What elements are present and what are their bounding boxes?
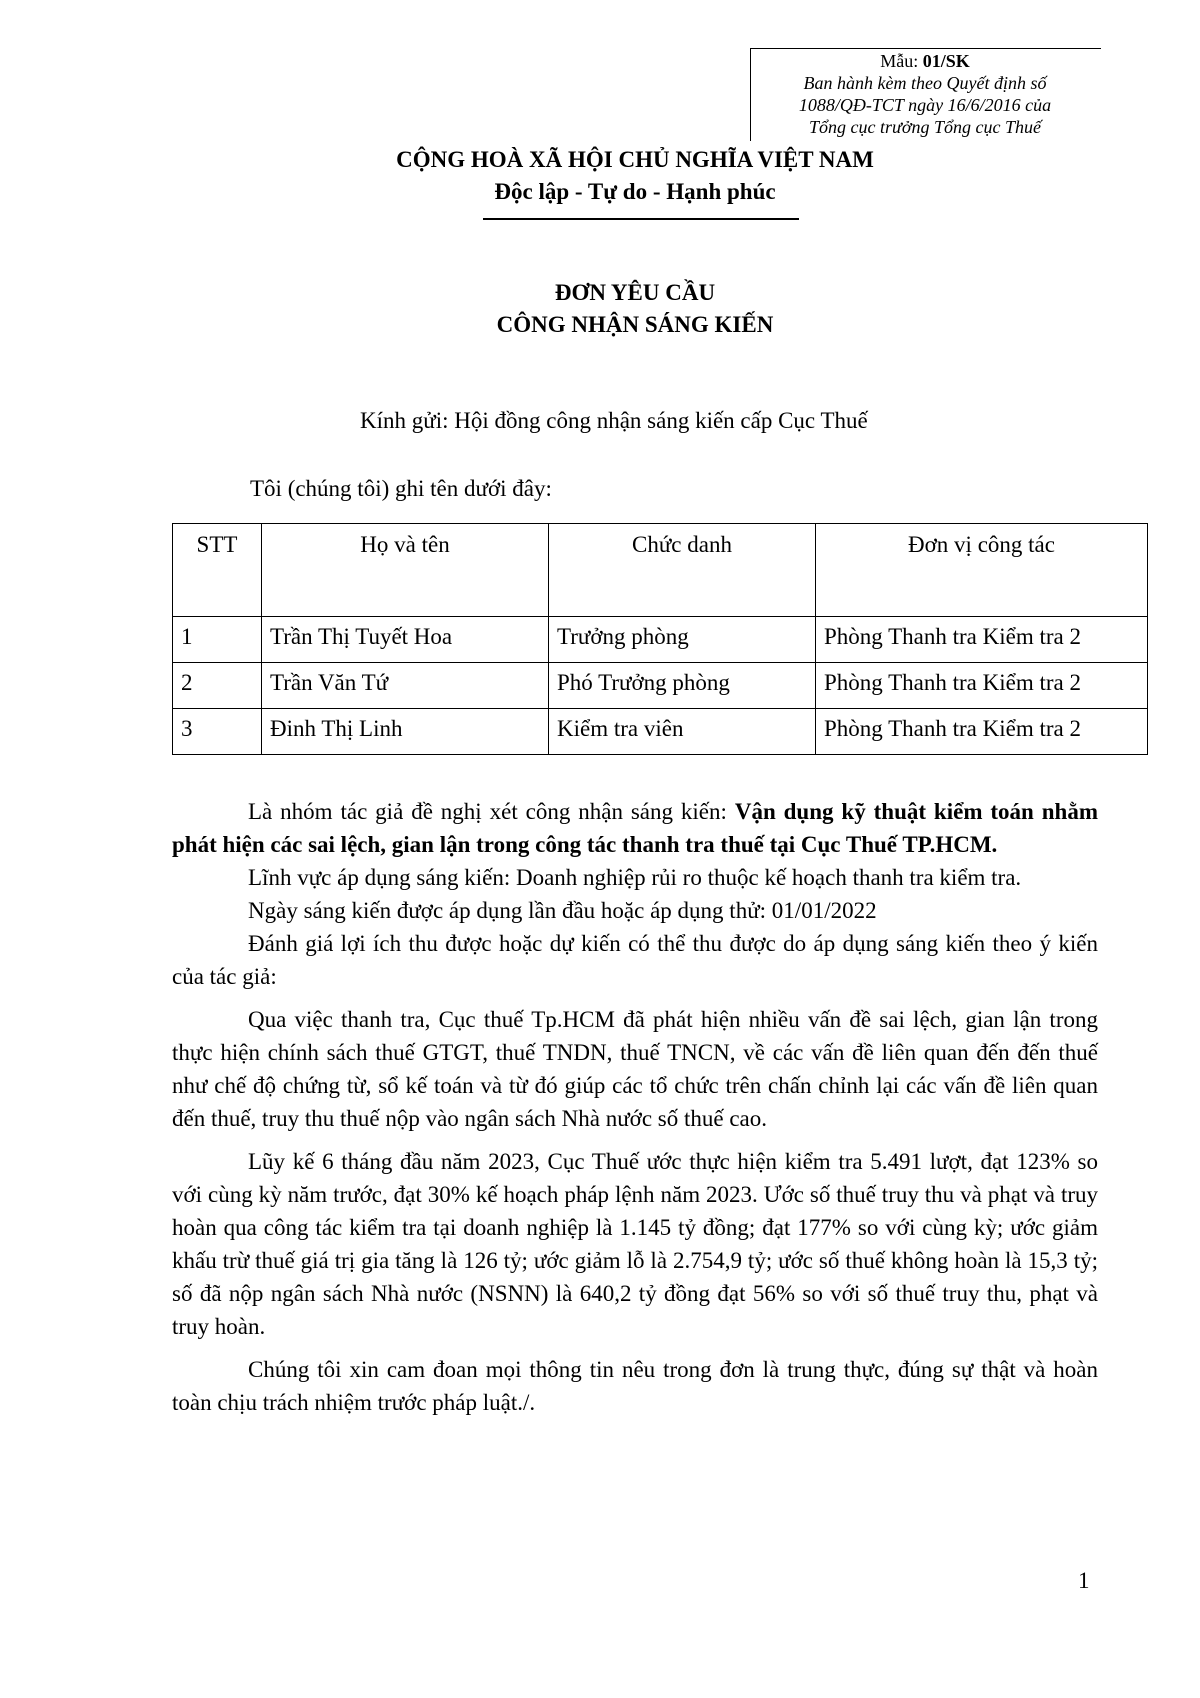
cell-position: Kiểm tra viên xyxy=(549,709,816,755)
header-position: Chức danh xyxy=(549,524,816,617)
header-stt: STT xyxy=(173,524,262,617)
table-row xyxy=(173,709,1148,755)
authors-table xyxy=(172,523,1148,755)
benefit-paragraph: Đánh giá lợi ích thu được hoặc dự kiến có thể thu được do áp dụng sáng kiến theo ý kiến của tác giả: xyxy=(172,931,1098,989)
form-code xyxy=(750,50,1100,72)
table-header-row xyxy=(173,524,1148,617)
table-row xyxy=(173,617,1148,663)
cell-name: Trần Thị Tuyết Hoa xyxy=(262,617,549,663)
field-paragraph: Lĩnh vực áp dụng sáng kiến: Doanh nghiệp rủi ro thuộc kế hoạch thanh tra kiểm tra. xyxy=(248,865,1022,890)
nation-heading: CỘNG HOÀ XÃ HỘI CHỦ NGHĨA VIỆT NAM xyxy=(396,147,874,172)
header-unit: Đơn vị công tác xyxy=(816,524,1148,617)
statistics-paragraph: Lũy kế 6 tháng đầu năm 2023, Cục Thuế ước thực hiện kiểm tra 5.491 lượt, đạt 123% so với cùng kỳ năm trước, đạt 30% kế hoạch pháp lệnh năm 2023. Ước số thuế truy thu và phạt và truy hoàn qua công tác kiểm tra tại doanh nghiệp là 1.145 tỷ đồng; đạt 177% so với cùng kỳ; ước giảm khấu trừ thuế giá trị gia tăng là 126 tỷ; ước giảm lỗ là 2.754,9 tỷ; ước số thuế không hoàn là 15,3 tỷ; số đã nộp ngân sách Nhà nước (NSNN) là 640,2 tỷ đồng đạt 56% so với số thuế truy thu, phạt và truy hoàn. xyxy=(172,1149,1098,1339)
salutation: Kính gửi: Hội đồng công nhận sáng kiến cấp Cục Thuế xyxy=(360,408,868,433)
motto-underline xyxy=(483,218,799,220)
results-paragraph: Qua việc thanh tra, Cục thuế Tp.HCM đã phát hiện nhiều vấn đề sai lệch, gian lận trong thực hiện chính sách thuế GTGT, thuế TNDN, thuế TNCN, về các vấn đề liên quan đến đến thuế như chế độ chứng từ, sổ kế toán và từ đó giúp các tổ chức trên chấn chỉnh lại các vấn đề liên quan đến thuế, truy thu thuế nộp vào ngân sách Nhà nước số thuế cao. xyxy=(172,1007,1098,1131)
document-title-line1: ĐƠN YÊU CẦU xyxy=(554,280,716,305)
page-number: 1 xyxy=(1078,1568,1090,1593)
intro-line: Tôi (chúng tôi) ghi tên dưới đây: xyxy=(250,476,552,501)
cell-unit: Phòng Thanh tra Kiểm tra 2 xyxy=(816,709,1148,755)
commitment-paragraph: Chúng tôi xin cam đoan mọi thông tin nêu trong đơn là trung thực, đúng sự thật và hoàn toàn chịu trách nhiệm trước pháp luật./. xyxy=(172,1357,1098,1415)
national-motto: Độc lập - Tự do - Hạnh phúc xyxy=(494,179,776,204)
cell-stt: 1 xyxy=(173,617,262,663)
cell-name: Đinh Thị Linh xyxy=(262,709,549,755)
cell-position: Phó Trưởng phòng xyxy=(549,663,816,709)
initiative-lead: Là nhóm tác giả đề nghị xét công nhận sáng kiến: xyxy=(248,799,735,824)
form-note-line1: Ban hành kèm theo Quyết định số xyxy=(803,73,1047,93)
cell-name: Trần Văn Tứ xyxy=(262,663,549,709)
header-name: Họ và tên xyxy=(262,524,549,617)
cell-stt: 3 xyxy=(173,709,262,755)
form-note-line2: 1088/QĐ-TCT ngày 16/6/2016 của xyxy=(798,95,1052,115)
document-title xyxy=(170,277,1100,341)
cell-stt: 2 xyxy=(173,663,262,709)
body-text xyxy=(172,795,1098,1419)
document-title-line2: CÔNG NHẬN SÁNG KIẾN xyxy=(496,312,774,337)
form-code-value: 01/SK xyxy=(922,51,970,71)
table-row xyxy=(173,663,1148,709)
cell-unit: Phòng Thanh tra Kiểm tra 2 xyxy=(816,663,1148,709)
initiative-paragraph xyxy=(172,795,1098,861)
cell-unit: Phòng Thanh tra Kiểm tra 2 xyxy=(816,617,1148,663)
form-note xyxy=(752,72,1098,138)
cell-position: Trưởng phòng xyxy=(549,617,816,663)
date-paragraph: Ngày sáng kiến được áp dụng lần đầu hoặc áp dụng thử: 01/01/2022 xyxy=(248,898,877,923)
form-note-line3: Tổng cục trưởng Tổng cục Thuế xyxy=(809,117,1041,137)
initiative-name: Vận dụng kỹ thuật kiểm toán nhằm phát hiện các sai lệch, gian lận trong công tác thanh tra thuế tại Cục Thuế TP.HCM. xyxy=(172,799,1098,857)
form-code-prefix: Mẫu: xyxy=(880,51,923,71)
